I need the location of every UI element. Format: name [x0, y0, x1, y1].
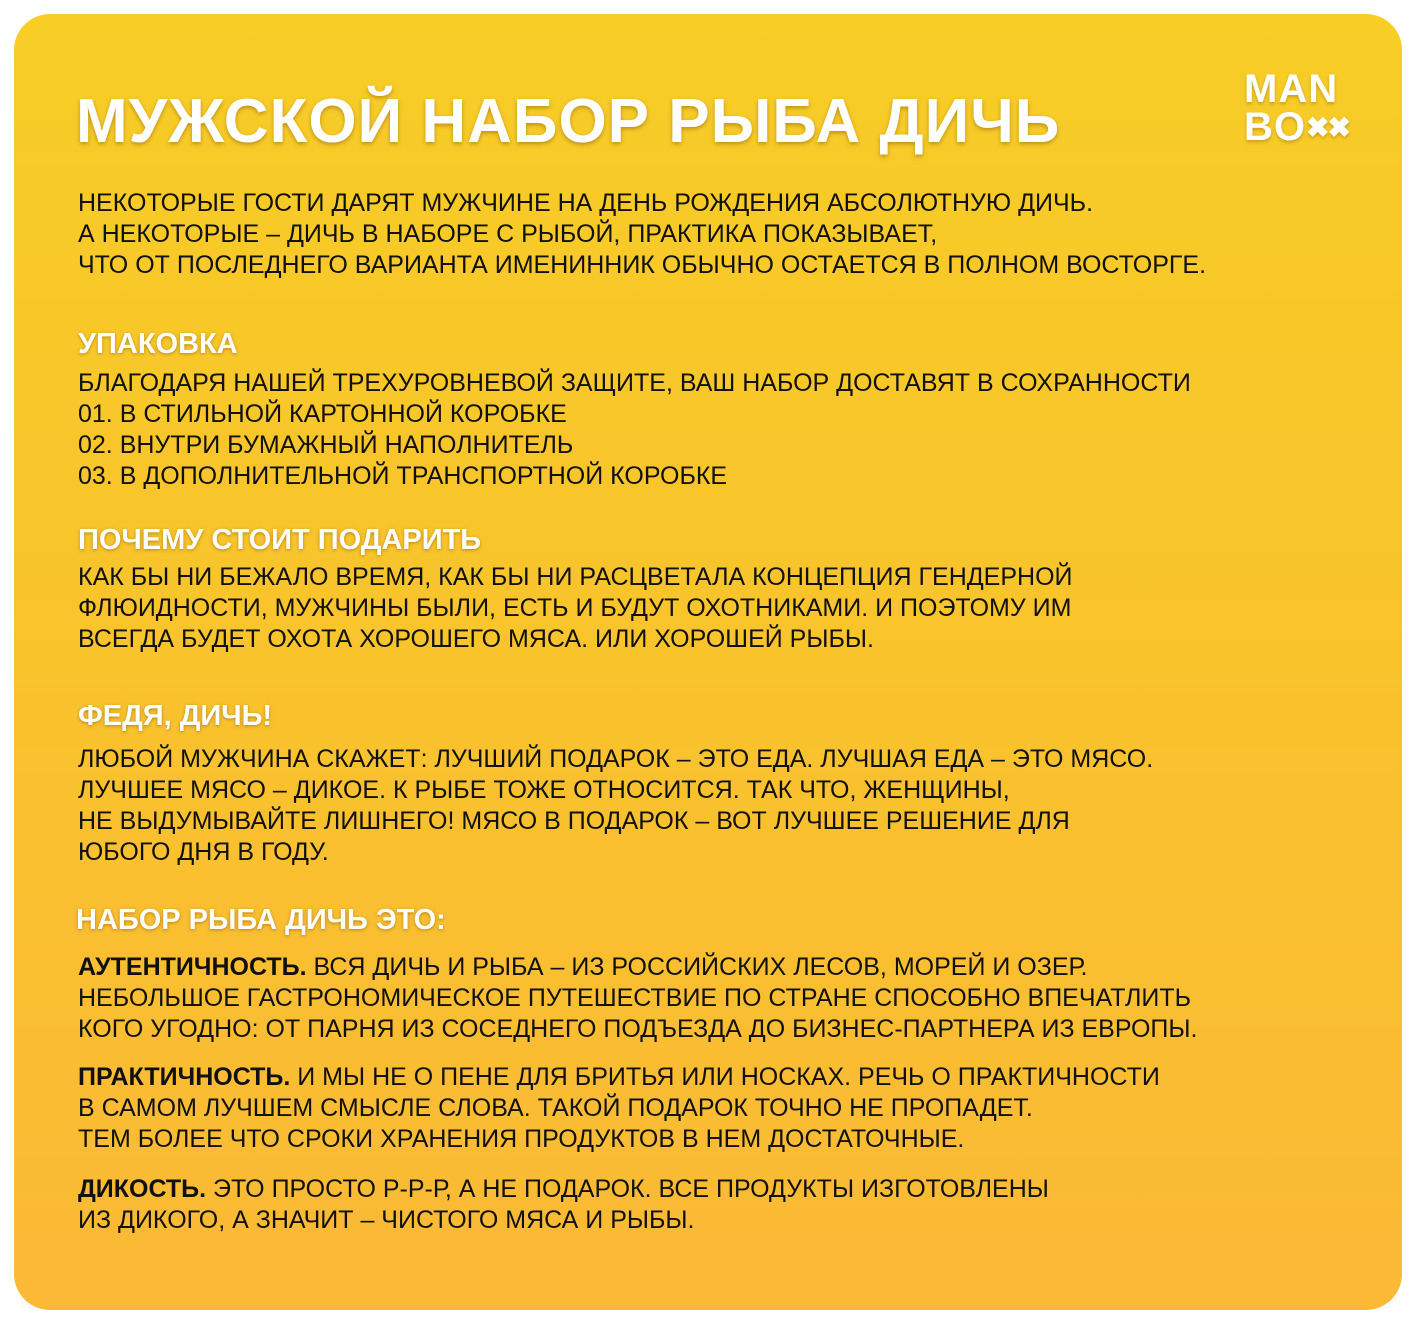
why-heading: ПОЧЕМУ СТОИТ ПОДАРИТЬ: [78, 524, 482, 556]
intro-paragraph: НЕКОТОРЫЕ ГОСТИ ДАРЯТ МУЖЧИНЕ НА ДЕНЬ РОЖДЕНИЯ АБСОЛЮТНУЮ ДИЧЬ. А НЕКОТОРЫЕ – ДИЧЬ В НАБОРЕ С РЫБОЙ, ПРАКТИКА ПОКАЗЫВАЕТ, ЧТО ОТ ПОСЛЕДНЕГО ВАРИАНТА ИМЕНИННИК ОБЫЧНО ОСТАЕТСЯ В ПОЛНОМ ВОСТОРГЕ.: [78, 189, 1207, 279]
page-title: МУЖСКОЙ НАБОР РЫБА ДИЧЬ: [76, 87, 1061, 156]
features-heading: НАБОР РЫБА ДИЧЬ ЭТО:: [76, 904, 446, 936]
feature-practicality: [78, 1062, 1160, 1155]
product-info-card: [14, 14, 1402, 1310]
feature-label: ДИКОСТЬ.: [78, 1175, 207, 1203]
packaging-text: БЛАГОДАРЯ НАШЕЙ ТРЕХУРОВНЕВОЙ ЗАЩИТЕ, ВАШ НАБОР ДОСТАВЯТ В СОХРАННОСТИ 01. В СТИЛЬНОЙ КАРТОННОЙ КОРОБКЕ 02. ВНУТРИ БУМАЖНЫЙ НАПОЛНИТЕЛЬ 03. В ДОПОЛНИТЕЛЬНОЙ ТРАНСПОРТНОЙ КОРОБКЕ: [78, 369, 1191, 490]
feature-authenticity: [78, 952, 1197, 1045]
fedya-text: ЛЮБОЙ МУЖЧИНА СКАЖЕТ: ЛУЧШИЙ ПОДАРОК – ЭТО ЕДА. ЛУЧШАЯ ЕДА – ЭТО МЯСО. ЛУЧШЕЕ МЯСО – ДИКОЕ. К РЫБЕ ТОЖЕ ОТНОСИТСЯ. ТАК ЧТО, ЖЕНЩИНЫ, НЕ ВЫДУМЫВАЙТЕ ЛИШНЕГО! МЯСО В ПОДАРОК – ВОТ ЛУЧШЕЕ РЕШЕНИЕ ДЛЯ ЮБОГО ДНЯ В ГОДУ.: [78, 745, 1154, 866]
feature-text: И МЫ НЕ О ПЕНЕ ДЛЯ БРИТЬЯ ИЛИ НОСКАХ. РЕЧЬ О ПРАКТИЧНОСТИ В САМОМ ЛУЧШЕМ СМЫСЛЕ СЛОВА. ТАКОЙ ПОДАРОК ТОЧНО НЕ ПРОПАДЕТ. ТЕМ БОЛЕЕ ЧТО СРОКИ ХРАНЕНИЯ ПРОДУКТОВ В НЕМ ДОСТАТОЧНЫЕ.: [78, 1063, 1160, 1153]
manbox-logo: [1244, 67, 1349, 149]
logo-line-1: MAN: [1244, 67, 1339, 111]
fedya-heading: ФЕДЯ, ДИЧЬ!: [78, 700, 273, 732]
feature-wildness: [78, 1174, 1049, 1236]
packaging-heading: УПАКОВКА: [78, 328, 238, 360]
feature-label: ПРАКТИЧНОСТЬ.: [78, 1063, 291, 1091]
logo-line-2-text: BO: [1244, 105, 1306, 149]
logo-cross-icon: ✖✖: [1306, 112, 1349, 143]
feature-text: ЭТО ПРОСТО Р-Р-Р, А НЕ ПОДАРОК. ВСЕ ПРОДУКТЫ ИЗГОТОВЛЕНЫ ИЗ ДИКОГО, А ЗНАЧИТ – ЧИСТОГО МЯСА И РЫБЫ.: [78, 1175, 1049, 1234]
feature-label: АУТЕНТИЧНОСТЬ.: [78, 953, 307, 981]
why-text: КАК БЫ НИ БЕЖАЛО ВРЕМЯ, КАК БЫ НИ РАСЦВЕТАЛА КОНЦЕПЦИЯ ГЕНДЕРНОЙ ФЛЮИДНОСТИ, МУЖЧИНЫ БЫЛИ, ЕСТЬ И БУДУТ ОХОТНИКАМИ. И ПОЭТОМУ ИМ ВСЕГДА БУДЕТ ОХОТА ХОРОШЕГО МЯСА. ИЛИ ХОРОШЕЙ РЫБЫ.: [78, 563, 1073, 653]
logo-line-2: [1244, 105, 1349, 149]
feature-text: ВСЯ ДИЧЬ И РЫБА – ИЗ РОССИЙСКИХ ЛЕСОВ, МОРЕЙ И ОЗЕР. НЕБОЛЬШОЕ ГАСТРОНОМИЧЕСКОЕ ПУТЕШЕСТВИЕ ПО СТРАНЕ СПОСОБНО ВПЕЧАТЛИТЬ КОГО УГОДНО: ОТ ПАРНЯ ИЗ СОСЕДНЕГО ПОДЪЕЗДА ДО БИЗНЕС-ПАРТНЕРА ИЗ ЕВРОПЫ.: [78, 953, 1198, 1043]
